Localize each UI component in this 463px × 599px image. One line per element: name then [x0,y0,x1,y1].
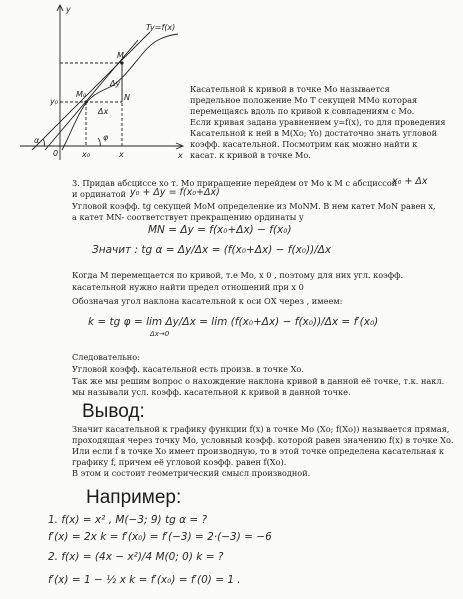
section3-line10: Так же мы решим вопрос о нахождение наклона кривой в данной её точке, т.к. накл. [72,376,445,386]
intro-line: Если кривая задана уравнением y=f(x), то для проведения [190,117,446,127]
example-line: 1. f(x) = x² , M(−3; 9) tg α = ? [48,514,208,526]
section3-line9: Угловой коэфф. касательной есть произв. в точке Хо. [72,364,304,374]
label-n: N [124,93,130,102]
section3-line5: Когда М перемещается по кривой, т.е Мо, x 0 , поэтому для них угл. коэфф. [72,270,404,280]
equation-tg-alpha: Значит : tg α = Δy/Δx = (f(x₀+Δx) − f(x₀))/Δx [92,244,332,256]
label-dy: Δy [110,79,121,88]
conclusion-line: Значит касательной к графику функции f(x) в точке Мо (Хо; f(Xo)) называется прямая, [72,424,450,434]
intro-line: перемещаясь вдоль по кривой к совпадениям с Мо. [190,106,415,116]
intro-line: касат. к кривой в точке Мо. [190,150,311,160]
alpha-arc [43,139,44,146]
example-line: f′(x) = 1 − ½ x k = f′(x₀) = f′(0) = 1 . [48,574,241,586]
section3-line4: а катет MN- соответствует прекращению ординаты у [72,212,304,222]
label-x-axis: x [178,151,183,160]
intro-line: коэфф. касательной. Посмотрим как можно найти к [190,139,418,149]
intro-line: Касательной к кривой в точке Мо называется [190,84,390,94]
point-m [120,61,123,64]
section3-line3: Угловой коэфф. tg секущей МоМ определение из MoNM. В нем катет MoN равен x, [72,201,436,211]
label-x: x [119,150,124,159]
section3-line2: и ординатой [72,189,126,199]
equation-k-limit: k = tg φ = lim Δy/Δx = lim (f(x₀+Δx) − f(x₀))/Δx = f′(x₀) [88,316,379,328]
equation-mn: MN = Δy = f(x₀+Δx) − f(x₀) [148,224,292,236]
label-origin: 0 [53,149,59,158]
example-heading: Например: [86,487,182,508]
section3-line11: мы называли усл. коэфф. касательной к кривой в данной точке. [72,387,351,397]
equation-limit-subscript: Δx→0 [150,330,170,338]
conclusion-line: В этом и состоит геометрический смысл производной. [72,468,311,478]
label-t: T [146,23,151,32]
label-x0: x₀ [82,150,90,159]
section3-hw1: x₀ + Δx [392,176,428,187]
label-m0: M₀ [76,90,87,99]
intro-line: предельное положение Мо Т секущей ММо которая [190,95,418,105]
conclusion-heading: Вывод: [82,401,145,422]
conclusion-line: Или если f в точке Хо имеет производную, то в этой точке определена касательная к [72,446,445,456]
section3-line1: 3. Придав абсциссе хо т. Мо приращение перейдем от Мо к М с абсциссой [72,178,398,188]
section3-line7: Обозначая угол наклона касательной к оси ОХ через , имеем: [72,296,343,306]
label-curve: y=f(x) [150,23,176,32]
example-line: 2. f(x) = (4x − x²)/4 M(0; 0) k = ? [48,551,224,563]
example-line: f′(x) = 2x k = f′(x₀) = f′(−3) = 2·(−3) = −6 [48,531,272,543]
label-dx: Δx [98,107,109,116]
label-m: M [117,51,124,60]
phi-arc [98,138,100,146]
tangent-graph [0,0,190,165]
tangent-line [32,32,150,150]
point-m0 [84,100,87,103]
label-phi: φ [103,133,109,142]
label-y0: y₀ [50,97,58,106]
intro-line: Касательной к ней в М(Xo; Yo) достаточно знать угловой [190,128,438,138]
section3-line6: касательной нужно найти предел отношений при x 0 [72,282,304,292]
section3-hw2: y₀ + Δy = f(x₀+Δx) [130,187,220,198]
section3-line8: Следовательно: [72,352,140,362]
label-y-axis: y [66,5,71,14]
label-alpha: α [34,136,40,145]
conclusion-line: графику f, причем её угловой коэфф. равен f(Xo). [72,457,287,467]
conclusion-line: проходящая через точку Мо, условный коэфф. которой равен значению f(x) в точке Хо. [72,435,454,445]
intro-paragraph [190,84,455,161]
